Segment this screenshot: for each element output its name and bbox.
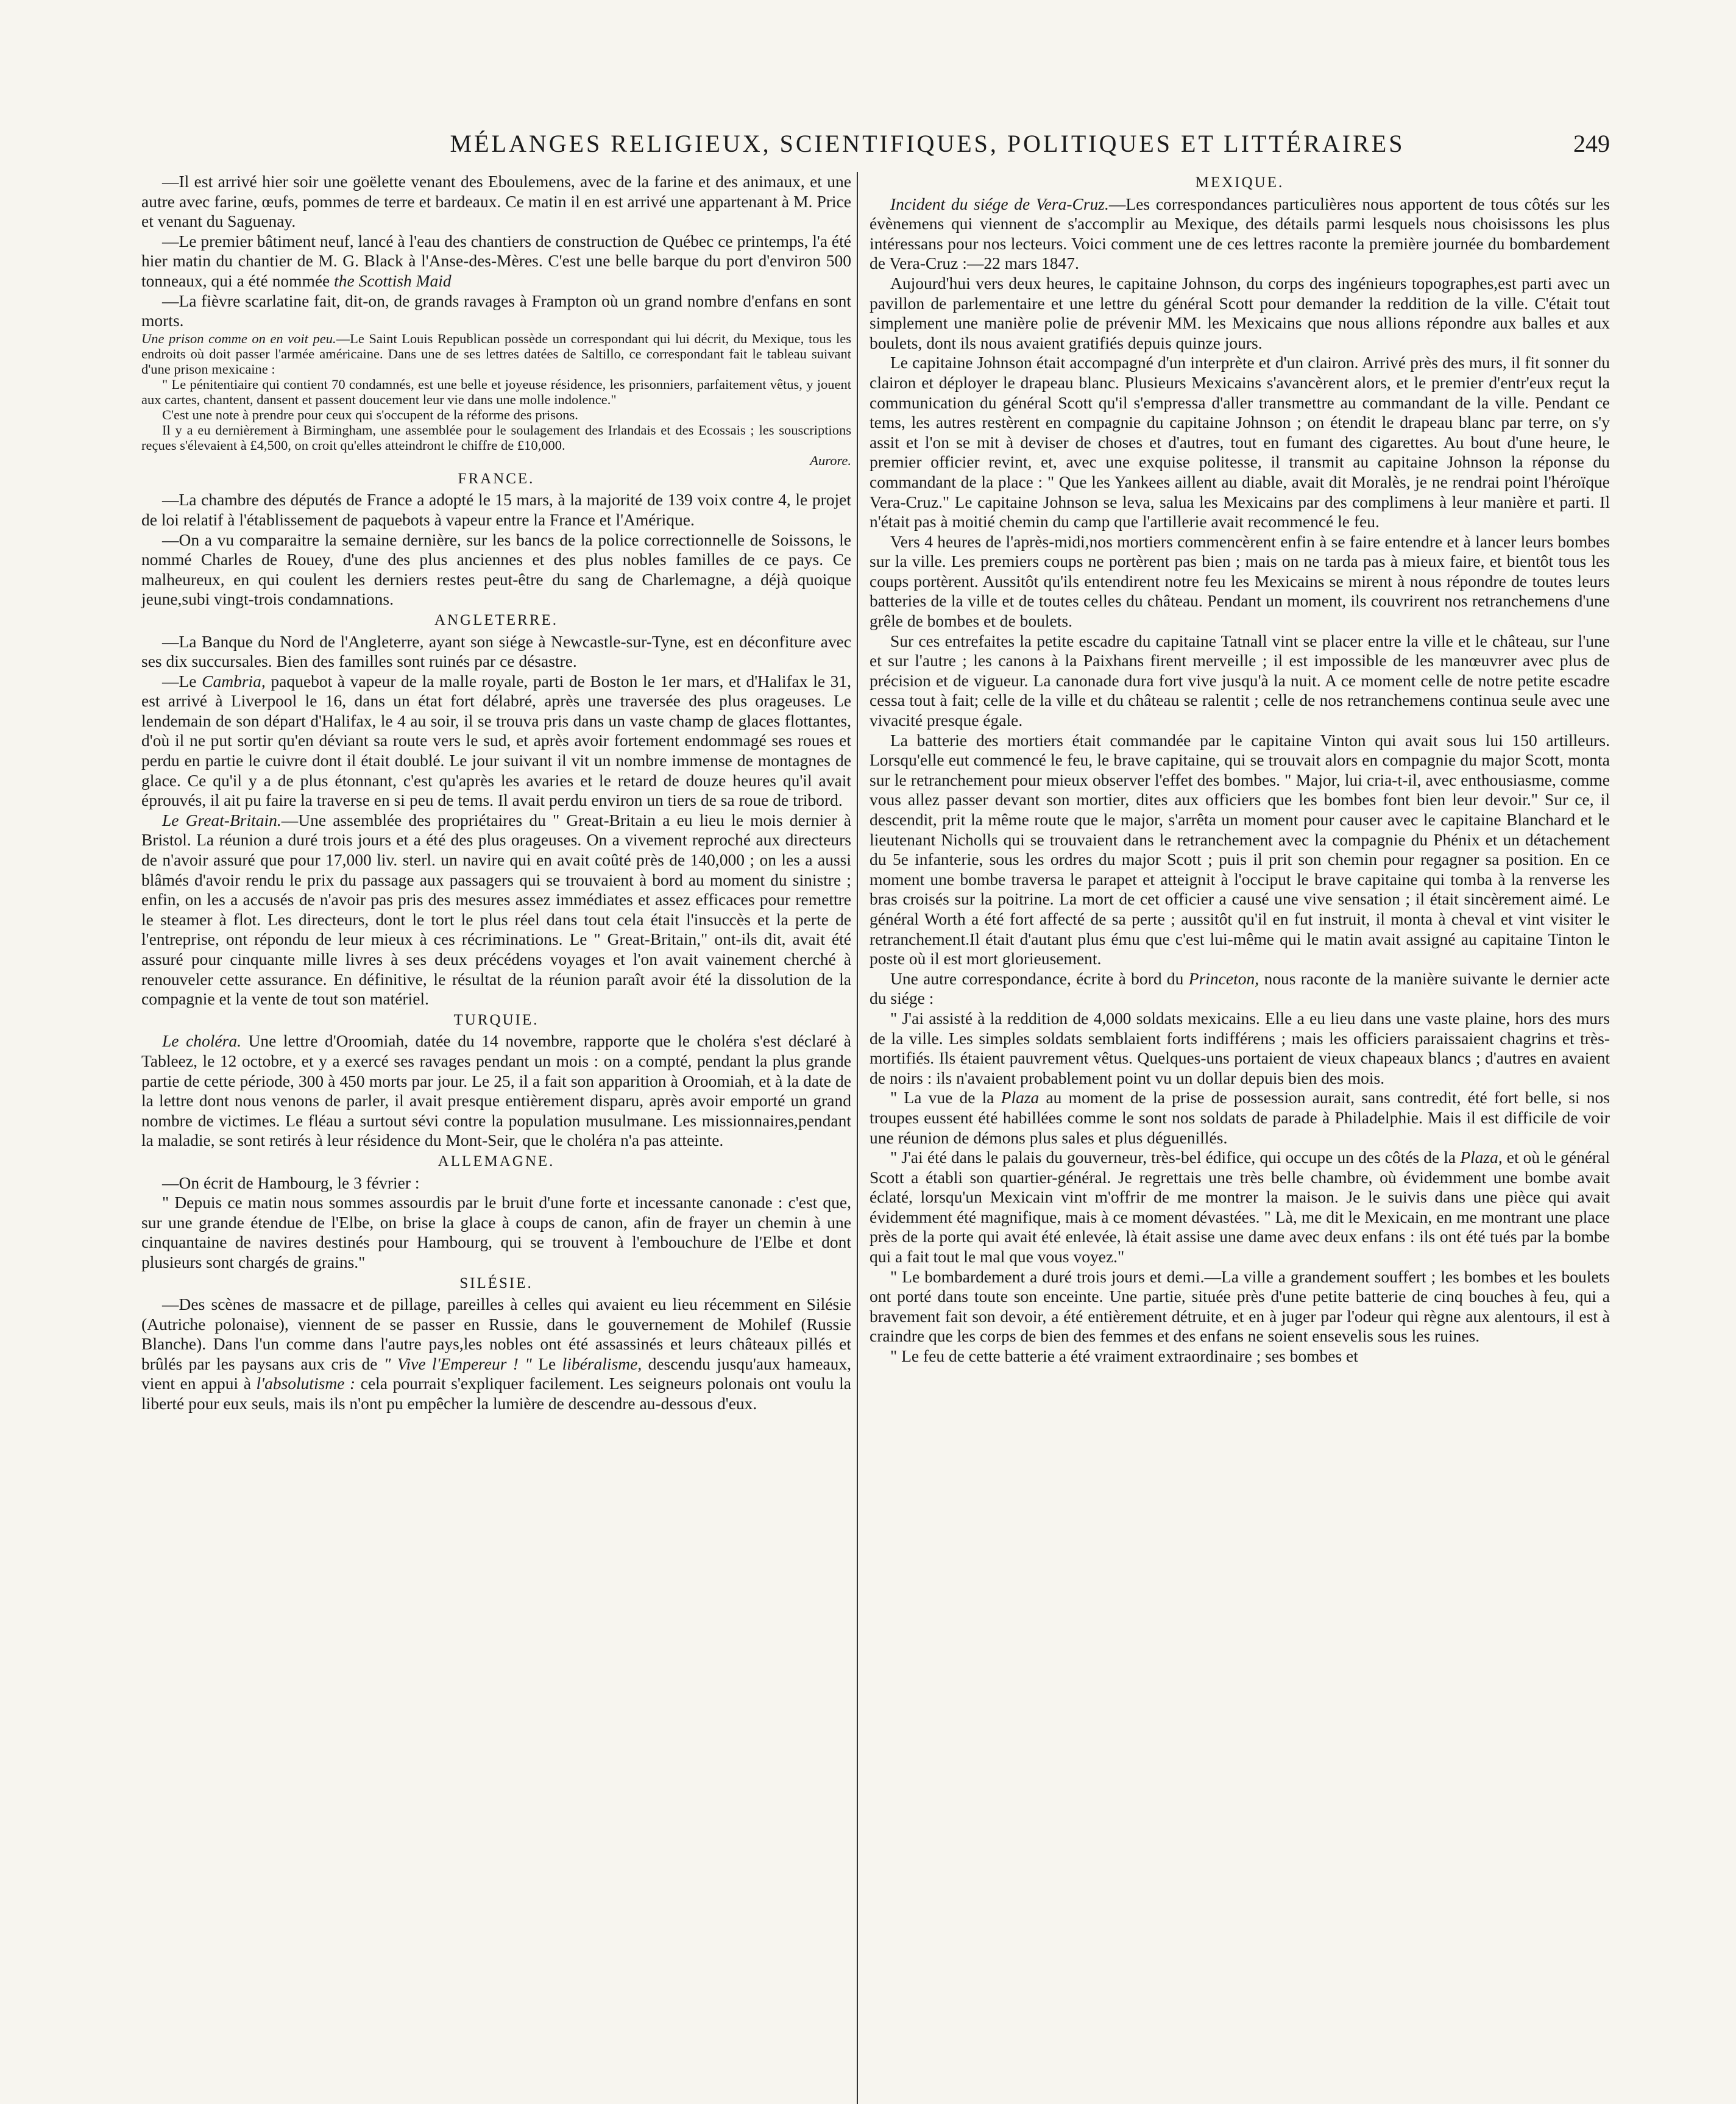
article-title: Incident du siége de Vera-Cruz. — [890, 194, 1109, 213]
quote-paragraph: " Le bombardement a duré trois jours et demi.—La ville a grandement souffert ; les bombes et les boulets ont porté dans toute son enceinte. Une partie, située près d'une petite batterie de cinq bouches à feu, qui a bravement fait son devoir, a été entièrement détruite, et en à juger par l'odeur qui règne aux alentours, il est à craindre que les corps de bien des femmes et des enfans ne soient ensevelis sous les ruines. — [870, 1267, 1610, 1346]
news-paragraph: —On écrit de Hambourg, le 3 février : — [162, 1173, 420, 1192]
quote-paragraph: " Depuis ce matin nous sommes assourdis par le bruit d'une forte et incessante canonade : c'est que, sur une grande étendue de l'Elbe, on brise la glace à coups de canon, afin de frayer un chemin à une cinquantaine de navires destinés pour Hambourg, qui se trouvent à l'embouchure de l'Elbe et dont plusieurs sont chargés de grains." — [141, 1193, 851, 1271]
section-heading: ALLEMAGNE. — [438, 1153, 555, 1170]
section-heading: SILÉSIE. — [459, 1274, 533, 1292]
news-paragraph: —La Banque du Nord de l'Angleterre, ayant son siége à Newcastle-sur-Tyne, est en déconfiture avec ses dix succursales. Bien des familles sont ruinés par ce désastre. — [141, 631, 851, 671]
quote-paragraph: " Le feu de cette batterie a été vraiment extraordinaire ; ses bombes et — [890, 1346, 1358, 1366]
news-paragraph: Incident du siége de Vera-Cruz.—Les correspondances particulières nous apportent de tous côtés sur les évènemens qui viennent de s'accomplir au Mexique, des détails parmi lesquels nous choisissons les plus intéressans pour nos lecteurs. Voici comment une de ces lettres raconte la première journée du bombardement de Vera-Cruz :—22 mars 1847. — [870, 194, 1610, 273]
quote-paragraph: " J'ai assisté à la reddition de 4,000 soldats mexicains. Elle a eu lieu dans une vaste plaine, hors des murs de la ville. Les simples soldats semblaient forts indifférens ; mais les officiers paraissaient chagrins et très-mortifiés. Ils étaient pauvrement vêtus. Quelques-uns portaient de vieux chapeaux blancs ; d'autres en avaient de noirs : ils n'avaient probablement point vu un dollar depuis bien des mois. — [870, 1008, 1610, 1087]
news-paragraph: —Il est arrivé hier soir une goëlette venant des Eboulemens, avec de la farine et des animaux, et une autre avec farine, œufs, pommes de terre et bardeaux. Ce matin il en est arrivé une appartenant à M. Price et venant du Saguenay. — [141, 172, 851, 231]
section-heading: ANGLETERRE. — [434, 611, 559, 628]
news-paragraph: Le choléra. Une lettre d'Oroomiah, datée du 14 novembre, rapporte que le choléra s'est déclaré à Tableez, le 12 octobre, et y a exercé ses ravages pendant un mois : on a compté, pendant la plus grande partie de cette période, 300 à 450 morts par jour. Le 25, il a fait son apparition à Oroomiah, et à la date de la lettre dont nous venons de parler, il avait presque entièrement disparu, après avoir emporté un grand nombre de victimes. Le fléau a surtout sévi contre la population musulmane. Les missionnaires,pendant la maladie, se sont retirés à leur résidence du Mont-Seir, que le choléra n'a pas atteinte. — [141, 1031, 851, 1150]
right-column — [870, 172, 1610, 1367]
news-paragraph: —La fièvre scarlatine fait, dit-on, de grands ravages à Frampton où un grand nombre d'enfans en sont morts. — [141, 291, 851, 330]
news-paragraph: C'est une note à prendre pour ceux qui s'occupent de la réforme des prisons. — [162, 407, 578, 422]
quote-paragraph: " La vue de la Plaza au moment de la prise de possession aurait, sans contredit, été fort belle, si nos troupes eussent été habillées comme le sont nos soldats de parade à Philadelphie. Mais il est difficile de voir une réunion de démons plus sales et plus déguenillés. — [870, 1088, 1610, 1147]
left-column — [141, 172, 851, 1414]
quote-paragraph: " Le pénitentiaire qui contient 70 condamnés, est une belle et joyeuse résidence, les prisonniers, parfaitement vêtus, y jouent aux cartes, chantent, dansent et passent doucement leur vie dans une molle indolence." — [141, 376, 851, 407]
column-divider — [857, 172, 858, 2104]
section-heading: FRANCE. — [458, 470, 535, 487]
article-title: Le Great-Britain. — [162, 810, 282, 830]
page-title: MÉLANGES RELIGIEUX, SCIENTIFIQUES, POLITIQUES ET LITTÉRAIRES — [450, 130, 1405, 157]
news-paragraph: Le capitaine Johnson était accompagné d'un interprète et d'un clairon. Arrivé près des murs, il fit sonner du clairon et déployer le drapeau blanc. Plusieurs Mexicains s'avancèrent alors, et le premier d'entr'eux reçut la communication du général Scott qu'il s'empressa d'aller transmettre au commandant de la ville. Pendant ce tems, les autres restèrent en compagnie du capitaine Johnson ; on étendit le drapeau blanc par terre, on s'y assit et l'on se mit à deviser de choses et d'autres, tout en fumant des cigarettes. Au bout d'une heure, le premier officier revint, et, avec une exquise politesse, il transmit au capitaine Johnson la réponse du commandant de la place : " Que les Yankees aillent au diable, avait dit Moralès, je ne rendrai point l'héroïque Vera-Cruz." Le capitaine Johnson se leva, salua les Mexicains par des complimens à leur manière et parti. Il n'était pas à moitié chemin du camp que l'artillerie avait recommencé le feu. — [870, 353, 1610, 531]
article-title: Une prison comme on en voit peu. — [141, 330, 336, 346]
news-paragraph: Vers 4 heures de l'après-midi,nos mortiers commencèrent enfin à se faire entendre et à lancer leurs bombes sur la ville. Les premiers coups ne portèrent pas bien ; mais on ne tarda pas à mieux faire, et bientôt tous les coups portèrent. Aussitôt qu'ils entendirent notre feu les Mexicains se mirent à nous répondre de toutes leurs batteries de la ville et de toutes celles du château. Pendant un moment, ils couvrirent nos retranchemens d'une grêle de bombes et de boulets. — [870, 531, 1610, 631]
running-header — [141, 129, 1610, 166]
quote-paragraph: " J'ai été dans le palais du gouverneur, très-bel édifice, qui occupe un des côtés de la Plaza, et où le général Scott a établi son quartier-général. Je regrettais une très belle chambre, où évidemment une bombe avait éclaté, lorsqu'un Mexicain vint m'offrir de me montrer la maison. Je le suivis dans une pièce qui avait évidemment été magnifique, mais à ce moment dévastées. " Là, me dit le Mexicain, en me montrant une place près de la porte qui avait été enlevée, là était assise une dame avec deux enfans : ils ont été tués par la bombe qui a fait tout le mal que vous voyez." — [870, 1148, 1610, 1267]
article-title: Le choléra. — [162, 1031, 241, 1051]
ship-name: Princeton, — [1188, 968, 1259, 988]
news-paragraph: —Des scènes de massacre et de pillage, pareilles à celles qui avaient eu lieu récemment en Silésie (Autriche polonaise), viennent de se passer en Russie, dans le gouvernement de Mohilef (Russie Blanche). Dans l'un comme dans l'autre pays,les nobles ont été assassinés et leurs châteaux pillés et brûlés par les paysans aux cris de " Vive l'Empereur ! " Le libéralisme, descendu jusqu'aux hameaux, vient en appui à l'absolutisme : cela pourrait s'expliquer facilement. Les seigneurs polonais ont voulu la liberté pour eux seuls, mais ils n'ont pu empêcher la lumière de descendre au-dessous d'eux. — [141, 1295, 852, 1413]
news-paragraph: Le Great-Britain.—Une assemblée des propriétaires du " Great-Britain a eu lieu le mois dernier à Bristol. La réunion a duré trois jours et a été des plus orageuses. On a vivement reproché aux directeurs de n'avoir assuré que pour 17,000 liv. sterl. un navire qui en avait coûté près de 140,000 ; on les a aussi blâmés d'avoir rendu le prix du passage aux passagers qui se trouvaient à bord au moment du sinistre ; enfin, on les a accusés de n'avoir pas pris des mesures assez immédiates et assez efficaces pour remettre le steamer à flot. Les directeurs, dont le tort le plus réel dans tout cela était l'insuccès et la perte de l'entreprise, ont répondu de leur mieux à ces récriminations. Le " Great-Britain," ont-ils dit, avait été assuré pour cinquante mille livres à ses deux précédens voyages et l'on avait vainement cherché à renouveler cette assurance. En définitive, le résultat de la réunion paraît avoir été la dissolution de la compagnie et la vente de tout son matériel. — [141, 810, 852, 1009]
prison-article: Une prison comme on en voit peu.—Le Saint Louis Republican possède un correspondant qui lui décrit, du Mexique, tous les endroits où doit passer l'armée américaine. Dans une de ses lettres datées de Saltillo, ce correspondant fait le tableau suivant d'une prison mexicaine : — [141, 330, 851, 377]
section-heading: TURQUIE. — [453, 1011, 539, 1028]
news-paragraph: Sur ces entrefaites la petite escadre du capitaine Tatnall vint se placer entre la ville et le château, sur l'une et sur l'autre ; les canons à la Paixhans firent merveille ; il est impossible de les manœuvrer avec plus de précision et de vigueur. La canonade dura fort vive jusqu'à la nuit. A ce moment celle de notre petite escadre cessa tout à fait; celle de la ville et du château se ralentit ; celle de nos retranchemens continua seule avec une vivacité presque égale. — [870, 631, 1610, 730]
news-paragraph: —La chambre des députés de France a adopté le 15 mars, à la majorité de 139 voix contre 4, le projet de loi relatif à l'établissement de paquebots à vapeur entre la France et l'Amérique. — [141, 490, 851, 529]
news-paragraph: Aujourd'hui vers deux heures, le capitaine Johnson, du corps des ingénieurs topographes,est parti avec un pavillon de parlementaire et une lettre du général Scott pour demander la reddition de la ville. C'était tout simplement une manière polie de prévenir MM. les Mexicains que nous allions répondre aux balles et aux boulets, dont ils nous avaient gratifiés depuis quinze jours. — [870, 273, 1610, 352]
news-paragraph: —Le premier bâtiment neuf, lancé à l'eau des chantiers de construction de Québec ce printemps, l'a été hier matin du chantier de M. G. Black à l'Anse-des-Mères. C'est une belle barque du port d'environ 500 tonneaux, qui a été nommée the Scottish Maid — [141, 231, 851, 290]
news-paragraph: —On a vu comparaitre la semaine dernière, sur les bancs de la police correctionnelle de Soissons, le nommé Charles de Rouey, d'une des plus anciennes et des plus nobles familles de ce pays. Ce malheureux, en qui coulent les derniers restes peut-être du sang de Charlemagne, a déjà quoique jeune,subi vingt-trois condamnations. — [141, 530, 851, 609]
ship-name: Cambria, — [202, 671, 266, 691]
page-number: 249 — [1573, 130, 1610, 157]
news-paragraph: Une autre correspondance, écrite à bord du Princeton, nous raconte de la manière suivante le dernier acte du siége : — [870, 968, 1610, 1008]
news-paragraph: —Le Cambria, paquebot à vapeur de la malle royale, parti de Boston le 1er mars, et d'Halifax le 31, est arrivé à Liverpool le 16, dans un état fort délabré, après une traversée des plus orageuses. Le lendemain de son départ d'Halifax, le 4 au soir, il se trouva pris dans un vaste champ de glaces flottantes, d'où il ne put sortir qu'en déviant sa route vers le sud, et après avoir fortement endommagé ses roues et perdu en partie le cuivre dont il était doublé. Le jour suivant il vit un nombre immense de montagnes de glace. Ce qu'il y a de plus étonnant, c'est qu'après les avaries et le retard de douze heures qu'il avait éprouvés, il ait pu faire la traverse en si peu de tems. Il avait perdu environ un tiers de sa roue de tribord. — [141, 671, 852, 810]
news-paragraph: La batterie des mortiers était commandée par le capitaine Vinton qui avait sous lui 150 artilleurs. Lorsqu'elle eut commencé le feu, le brave capitaine, qui se trouvait alors en compagnie du major Scott, monta sur le retranchement pour mieux observer l'effet des bombes. " Major, lui cria-t-il, avec enthousiasme, comme vous allez passer devant son mortier, dites aux officiers que les bombes font bien leur devoir." Sur ce, il descendit, prit la même route que le major, s'arrêta un moment pour causer avec le capitaine Blanchard et le lieutenant Nicholls qui se trouvaient dans le retranchement avec la compagnie du Phénix et un détachement du 5e infanterie, sous les ordres du major Scott ; puis il prit son chemin pour regagner sa position. En ce moment une bombe traversa le parapet et atteignit à l'occiput le brave capitaine qui tomba à la renverse les bras croisés sur la poitrine. La mort de cet officier a causé une vive sensation ; il était sincèrement aimé. Le général Worth a été fort affecté de sa perte ; aussitôt qu'il en fut instruit, il monta à cheval et vint visiter le retranchement.Il était d'autant plus ému que c'est lui-même qui le matin avait assigné au capitaine Tinton le poste où il est mort glorieusement. — [870, 730, 1610, 968]
ship-name: the Scottish Maid — [334, 271, 452, 290]
source-attribution: Aurore. — [810, 452, 851, 468]
section-heading: MEXIQUE. — [1195, 174, 1284, 191]
news-paragraph: Il y a eu dernièrement à Birmingham, une assemblée pour le soulagement des Irlandais et des Ecossais ; les souscriptions reçues s'élevaient à £4,500, on croit qu'elles atteindront le chiffre de £10,000. Aurore. — [141, 422, 851, 468]
